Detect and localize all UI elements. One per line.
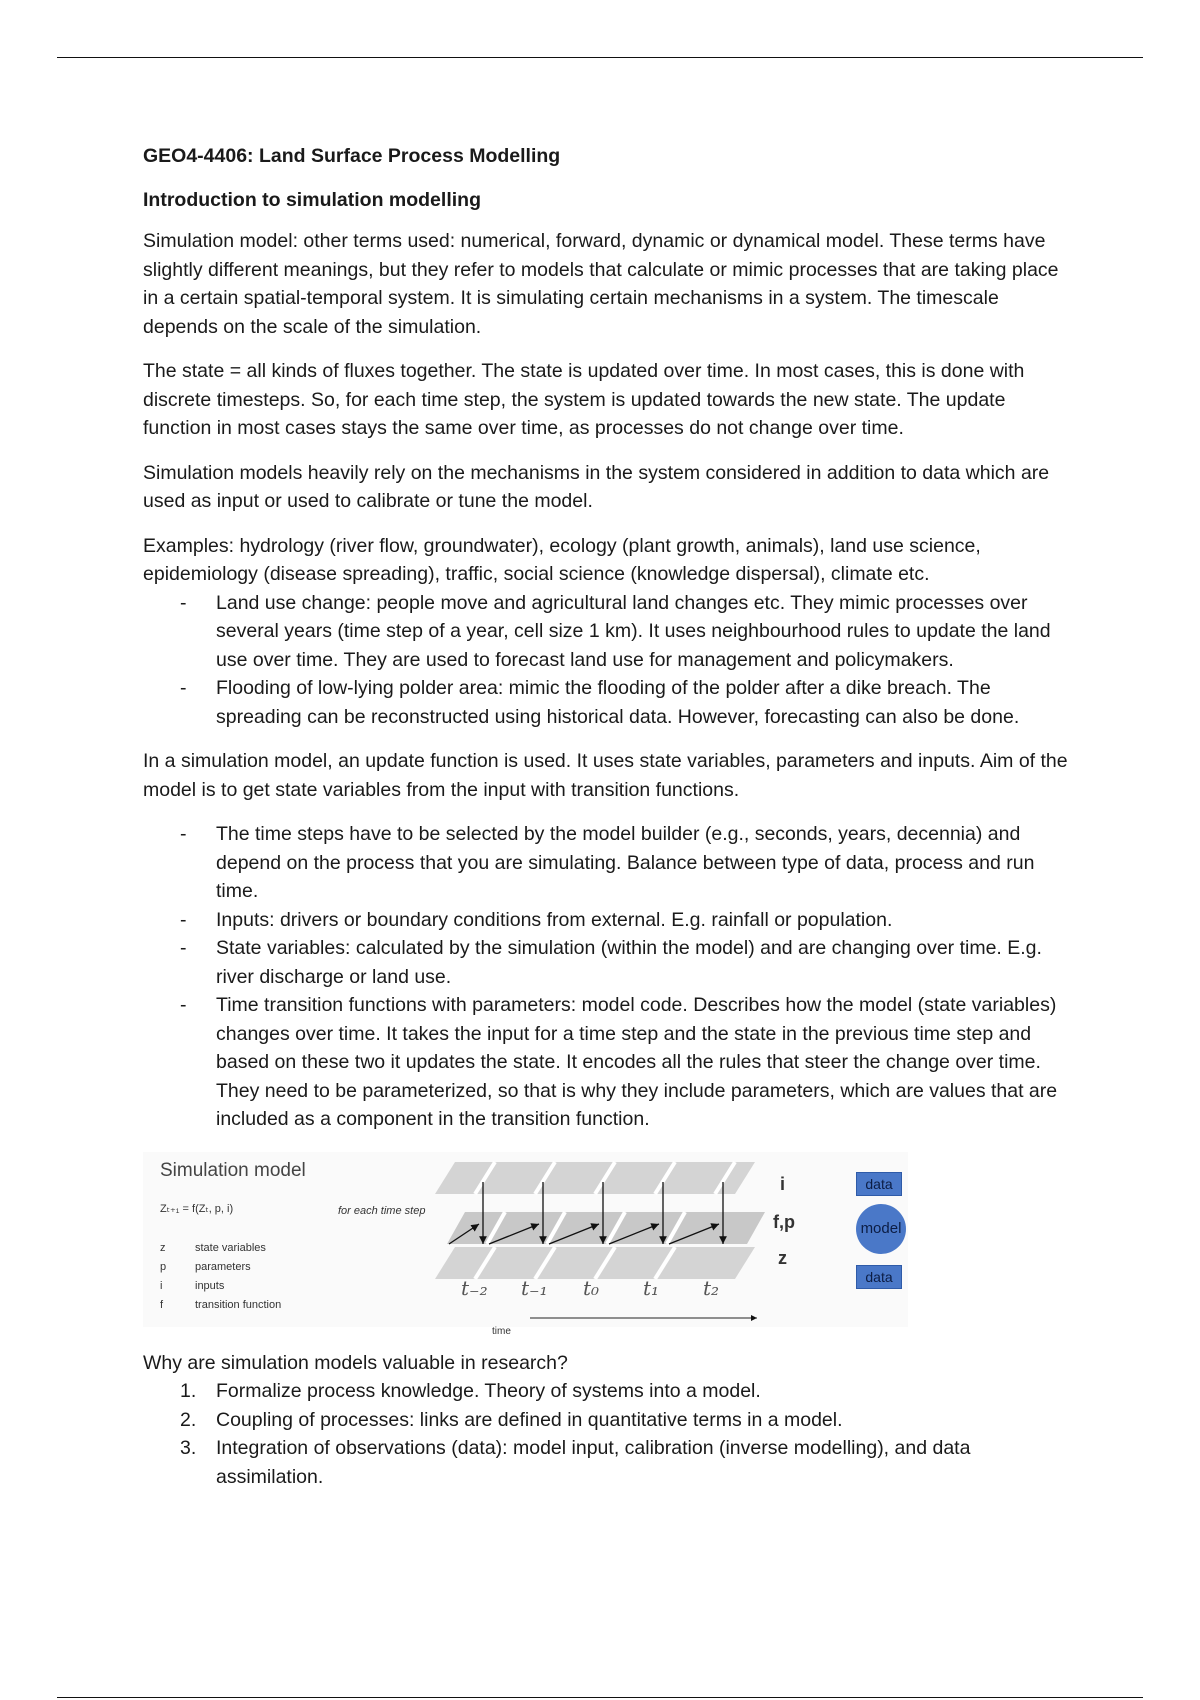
research-value-list [143,1377,1068,1491]
legend-label: parameters [195,1260,251,1273]
data-input-box: data [856,1172,902,1196]
course-title: GEO4-4406: Land Surface Process Modelling [143,145,561,167]
paragraph-why-valuable: Why are simulation models valuable in research? [143,1351,568,1374]
list-item: - Time transition functions with parameters: model code. Describes how the model (state variables) changes over time. It takes the input for a time step and the state in the previous time step and based on these two it updates the state. It encodes all the rules that steer the change over time. They need to be parameterized, so that is why they include parameters, which are values that are included as a component in the transition function. [143,991,1068,1134]
state-side-label: z [778,1247,787,1268]
inputs-side-label: i [780,1173,786,1194]
list-number: 1. [180,1380,197,1402]
bottom-rule [57,1697,1143,1698]
legend-symbol: p [160,1260,167,1273]
simulation-model-figure [143,1152,908,1337]
list-item: - Inputs: drivers or boundary conditions from external. E.g. rainfall or population. [143,906,1068,935]
legend-label: transition function [195,1298,282,1311]
time-label: t₀ [583,1275,600,1300]
model-side-label: f,p [773,1211,795,1232]
legend-symbol: i [160,1279,163,1292]
list-item: 1. Formalize process knowledge. Theory of systems into a model. [143,1377,1068,1406]
paragraph-update-function: In a simulation model, an update function is used. It uses state variables, parameters and inputs. Aim of the model is to get state variables from the input with transition functions. [143,750,1068,801]
list-number: 3. [180,1437,197,1459]
time-label: t₁ [643,1275,660,1300]
paragraph-mechanisms: Simulation models heavily rely on the mechanisms in the system considered in addition to data which are used as input or used to calibrate or tune the model. [143,461,1050,512]
bullet-dash: - [180,591,187,614]
figure-title: Simulation model [160,1159,306,1181]
legend-symbol: f [160,1298,164,1311]
components-list [143,820,1068,1134]
figure-equation: Zₜ₊₁ = f(Zₜ, p, i) [160,1202,234,1215]
section-heading: Introduction to simulation modelling [143,188,481,211]
model-circle: model [856,1204,906,1254]
paragraph-state: The state = all kinds of fluxes together. The state is updated over time. In most cases, this is done with discrete timesteps. So, for each time step, the system is updated towards the new state. The update function in most cases stays the same over time, as processes do not change over time. [143,360,1025,439]
legend-symbol: z [160,1241,166,1254]
list-item: - The time steps have to be selected by the model builder (e.g., seconds, years, decennia) and depend on the process that you are simulating. Balance between type of data, process and run time. [143,820,1068,906]
list-item: - Flooding of low-lying polder area: mimic the flooding of the polder after a dike breach. The spreading can be reconstructed using historical data. However, forecasting can also be done. [143,674,1068,731]
time-label: t₋₁ [521,1275,548,1300]
time-axis-label: time [492,1325,511,1337]
paragraph-examples: Examples: hydrology (river flow, groundwater), ecology (plant growth, animals), land use science, epidemiology (disease spreading), traffic, social science (knowledge dispersal), climate etc. [143,534,981,585]
legend-label: state variables [195,1241,266,1254]
paragraph-definition: Simulation model: other terms used: numerical, forward, dynamic or dynamical model. These terms have slightly different meanings, but they refer to models that calculate or mimic processes that are taking place in a certain spatial-temporal system. It is simulating certain mechanisms in a system. The timescale depends on the scale of the simulation. [143,230,1059,338]
time-label: t₂ [703,1275,720,1300]
bullet-dash: - [180,937,187,959]
top-rule [57,57,1143,58]
bullet-dash: - [180,823,187,845]
time-label: t₋₂ [461,1275,488,1300]
list-item: - Land use change: people move and agricultural land changes etc. They mimic processes over several years (time step of a year, cell size 1 km). It uses neighbourhood rules to update the land use over time. They are used to forecast land use for management and policymakers. [143,589,1068,675]
list-item: - State variables: calculated by the simulation (within the model) and are changing over time. E.g. river discharge or land use. [143,934,1068,991]
legend-label: inputs [195,1279,225,1292]
list-item: 2. Coupling of processes: links are defined in quantitative terms in a model. [143,1406,1068,1435]
for-each-label: for each time step [338,1204,426,1217]
bullet-dash: - [180,908,187,931]
list-number: 2. [180,1408,197,1431]
list-item: 3. Integration of observations (data): model input, calibration (inverse modelling), and data assimilation. [143,1434,1068,1491]
bullet-dash: - [180,677,187,699]
examples-list [143,589,1068,732]
data-output-box: data [856,1265,902,1289]
bullet-dash: - [180,994,187,1016]
document-body [143,142,1068,1491]
